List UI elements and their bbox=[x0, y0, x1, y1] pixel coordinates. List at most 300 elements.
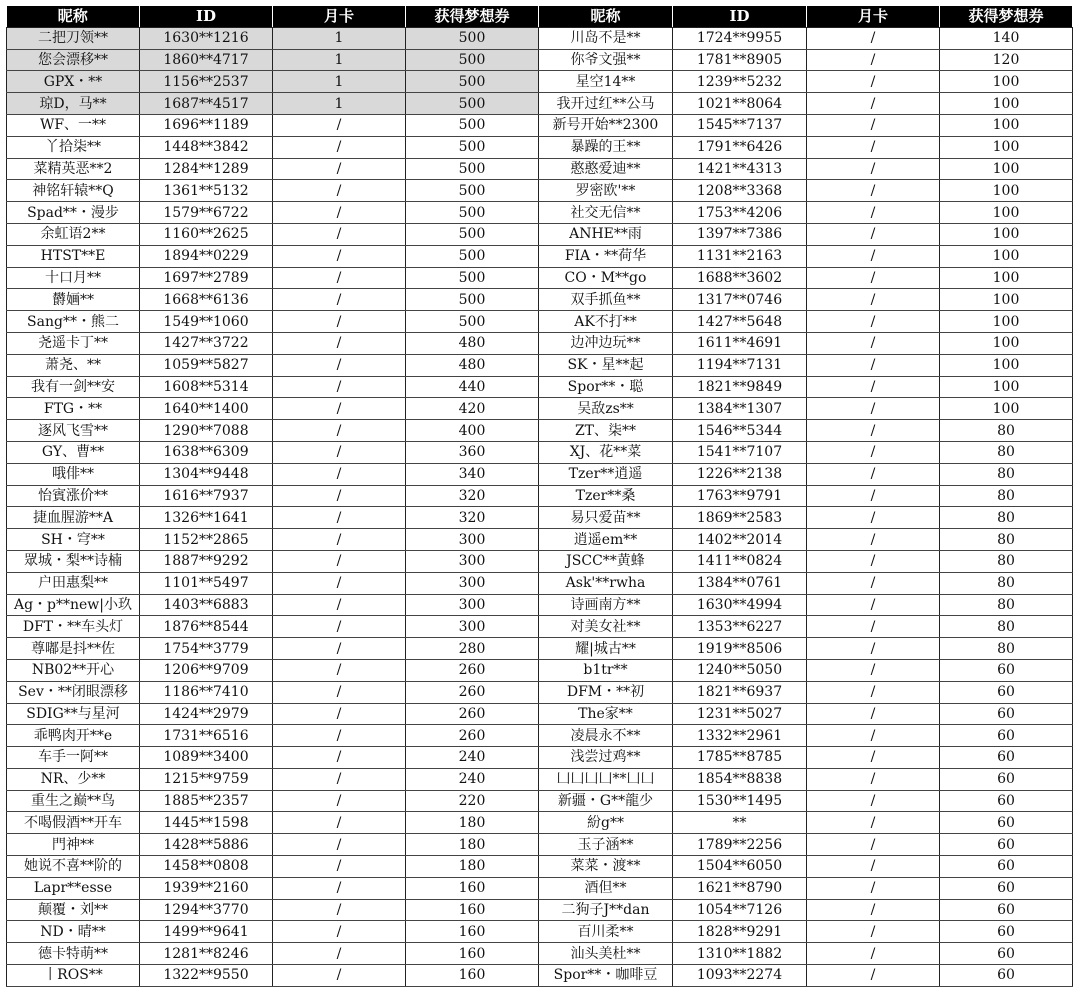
cell-monthly-card-left: / bbox=[273, 332, 406, 354]
table-row bbox=[7, 441, 1073, 463]
cell-dream-tickets-right: 80 bbox=[940, 441, 1073, 463]
cell-monthly-card-right: / bbox=[807, 965, 940, 987]
cell-dream-tickets-right: 100 bbox=[940, 223, 1073, 245]
cell-monthly-card-left: / bbox=[273, 703, 406, 725]
cell-id-left: 1403**6883 bbox=[140, 594, 273, 616]
cell-nickname-right: 双手抓鱼** bbox=[539, 289, 673, 311]
cell-id-right: 1541**7107 bbox=[673, 441, 807, 463]
cell-dream-tickets-left: 500 bbox=[406, 180, 539, 202]
cell-id-left: 1206**9709 bbox=[140, 659, 273, 681]
cell-nickname-left: 重生之巅**鸟 bbox=[7, 790, 140, 812]
cell-nickname-right: Spor**・咖啡豆 bbox=[539, 965, 673, 987]
cell-id-left: 1322**9550 bbox=[140, 965, 273, 987]
cell-id-left: 1281**8246 bbox=[140, 943, 273, 965]
cell-nickname-right: 菜菜・渡** bbox=[539, 856, 673, 878]
cell-monthly-card-left: / bbox=[273, 681, 406, 703]
cell-nickname-left: 乖鸭肉开**e bbox=[7, 725, 140, 747]
cell-monthly-card-left: / bbox=[273, 398, 406, 420]
cell-id-left: 1448**3842 bbox=[140, 136, 273, 158]
table-row bbox=[7, 768, 1073, 790]
cell-id-right: 1753**4206 bbox=[673, 202, 807, 224]
cell-id-left: 1687**4517 bbox=[140, 93, 273, 115]
cell-dream-tickets-left: 440 bbox=[406, 376, 539, 398]
cell-monthly-card-left: 1 bbox=[273, 49, 406, 71]
cell-dream-tickets-right: 80 bbox=[940, 572, 1073, 594]
cell-dream-tickets-left: 500 bbox=[406, 267, 539, 289]
cell-id-right: 1791**6426 bbox=[673, 136, 807, 158]
cell-dream-tickets-left: 500 bbox=[406, 202, 539, 224]
cell-nickname-left: DFT・**车头灯 bbox=[7, 616, 140, 638]
cell-id-left: 1731**6516 bbox=[140, 725, 273, 747]
cell-monthly-card-left: / bbox=[273, 572, 406, 594]
cell-dream-tickets-left: 500 bbox=[406, 136, 539, 158]
cell-dream-tickets-right: 120 bbox=[940, 49, 1073, 71]
table-row bbox=[7, 267, 1073, 289]
table-row bbox=[7, 398, 1073, 420]
table-row bbox=[7, 856, 1073, 878]
cell-nickname-left: 哦俳** bbox=[7, 463, 140, 485]
cell-id-right: 1093**2274 bbox=[673, 965, 807, 987]
cell-id-left: 1326**1641 bbox=[140, 507, 273, 529]
cell-nickname-right: 逍遥em** bbox=[539, 529, 673, 551]
cell-monthly-card-right: / bbox=[807, 463, 940, 485]
cell-dream-tickets-left: 240 bbox=[406, 747, 539, 769]
cell-dream-tickets-right: 60 bbox=[940, 921, 1073, 943]
cell-nickname-right: 我开过红**公马 bbox=[539, 93, 673, 115]
cell-monthly-card-right: / bbox=[807, 638, 940, 660]
table-row bbox=[7, 49, 1073, 71]
cell-monthly-card-left: 1 bbox=[273, 71, 406, 93]
cell-nickname-right: Tzer**逍遥 bbox=[539, 463, 673, 485]
cell-monthly-card-right: / bbox=[807, 529, 940, 551]
cell-dream-tickets-right: 60 bbox=[940, 768, 1073, 790]
cell-nickname-right: JSCC**黄蜂 bbox=[539, 550, 673, 572]
cell-dream-tickets-left: 300 bbox=[406, 529, 539, 551]
cell-nickname-right: 凵凵凵凵**凵凵 bbox=[539, 768, 673, 790]
cell-nickname-left: 十口月** bbox=[7, 267, 140, 289]
cell-dream-tickets-right: 100 bbox=[940, 114, 1073, 136]
cell-monthly-card-right: / bbox=[807, 768, 940, 790]
cell-monthly-card-left: / bbox=[273, 659, 406, 681]
cell-id-right: 1821**9849 bbox=[673, 376, 807, 398]
cell-dream-tickets-right: 60 bbox=[940, 659, 1073, 681]
cell-id-right: 1411**0824 bbox=[673, 550, 807, 572]
cell-monthly-card-left: / bbox=[273, 790, 406, 812]
cell-nickname-right: AK不打** bbox=[539, 311, 673, 333]
table-row bbox=[7, 223, 1073, 245]
cell-nickname-left: 萧尧、** bbox=[7, 354, 140, 376]
cell-dream-tickets-right: 100 bbox=[940, 202, 1073, 224]
cell-id-right: 1397**7386 bbox=[673, 223, 807, 245]
cell-nickname-left: HTST**E bbox=[7, 245, 140, 267]
cell-monthly-card-left: / bbox=[273, 856, 406, 878]
table-row bbox=[7, 747, 1073, 769]
cell-dream-tickets-right: 60 bbox=[940, 681, 1073, 703]
cell-id-left: 1160**2625 bbox=[140, 223, 273, 245]
cell-nickname-right: 玉子涵** bbox=[539, 834, 673, 856]
cell-id-left: 1549**1060 bbox=[140, 311, 273, 333]
cell-monthly-card-left: / bbox=[273, 877, 406, 899]
table-row bbox=[7, 507, 1073, 529]
cell-dream-tickets-left: 160 bbox=[406, 899, 539, 921]
cell-id-right: 1504**6050 bbox=[673, 856, 807, 878]
cell-id-right: 1021**8064 bbox=[673, 93, 807, 115]
cell-monthly-card-left: / bbox=[273, 485, 406, 507]
cell-monthly-card-left: 1 bbox=[273, 93, 406, 115]
cell-id-right: 1240**5050 bbox=[673, 659, 807, 681]
cell-id-left: 1608**5314 bbox=[140, 376, 273, 398]
cell-monthly-card-left: 1 bbox=[273, 27, 406, 49]
cell-dream-tickets-right: 100 bbox=[940, 354, 1073, 376]
cell-nickname-right: Ask'**rwha bbox=[539, 572, 673, 594]
cell-dream-tickets-right: 80 bbox=[940, 550, 1073, 572]
cell-dream-tickets-right: 100 bbox=[940, 289, 1073, 311]
cell-nickname-left: 欝婳** bbox=[7, 289, 140, 311]
cell-nickname-left: GY、曹** bbox=[7, 441, 140, 463]
cell-id-right: 1353**6227 bbox=[673, 616, 807, 638]
cell-dream-tickets-left: 500 bbox=[406, 49, 539, 71]
cell-id-right: 1546**5344 bbox=[673, 420, 807, 442]
cell-nickname-left: WF、一** bbox=[7, 114, 140, 136]
cell-nickname-right: 吴敌zs** bbox=[539, 398, 673, 420]
cell-dream-tickets-right: 60 bbox=[940, 725, 1073, 747]
table-row bbox=[7, 725, 1073, 747]
cell-monthly-card-right: / bbox=[807, 856, 940, 878]
cell-monthly-card-right: / bbox=[807, 943, 940, 965]
cell-monthly-card-right: / bbox=[807, 616, 940, 638]
table-row bbox=[7, 27, 1073, 49]
cell-nickname-right: ANHE**雨 bbox=[539, 223, 673, 245]
cell-monthly-card-right: / bbox=[807, 49, 940, 71]
cell-monthly-card-right: / bbox=[807, 376, 940, 398]
cell-dream-tickets-right: 80 bbox=[940, 507, 1073, 529]
cell-id-right: 1763**9791 bbox=[673, 485, 807, 507]
cell-nickname-left: 丨ROS** bbox=[7, 965, 140, 987]
cell-nickname-right: 耀|城古** bbox=[539, 638, 673, 660]
table-row bbox=[7, 877, 1073, 899]
cell-monthly-card-left: / bbox=[273, 812, 406, 834]
cell-dream-tickets-left: 500 bbox=[406, 93, 539, 115]
cell-nickname-right: 憨憨爱迪** bbox=[539, 158, 673, 180]
cell-dream-tickets-left: 500 bbox=[406, 311, 539, 333]
cell-id-right: 1785**8785 bbox=[673, 747, 807, 769]
cell-dream-tickets-left: 400 bbox=[406, 420, 539, 442]
cell-dream-tickets-right: 100 bbox=[940, 136, 1073, 158]
cell-monthly-card-left: / bbox=[273, 180, 406, 202]
cell-id-left: 1696**1189 bbox=[140, 114, 273, 136]
cell-monthly-card-right: / bbox=[807, 921, 940, 943]
cell-id-right: 1226**2138 bbox=[673, 463, 807, 485]
cell-id-left: 1668**6136 bbox=[140, 289, 273, 311]
cell-monthly-card-right: / bbox=[807, 899, 940, 921]
cell-id-right: 1054**7126 bbox=[673, 899, 807, 921]
cell-id-right: 1724**9955 bbox=[673, 27, 807, 49]
table-row bbox=[7, 834, 1073, 856]
cell-nickname-right: 浅尝过鸡** bbox=[539, 747, 673, 769]
cell-id-right: 1854**8838 bbox=[673, 768, 807, 790]
cell-id-right: 1611**4691 bbox=[673, 332, 807, 354]
cell-monthly-card-left: / bbox=[273, 267, 406, 289]
cell-monthly-card-left: / bbox=[273, 420, 406, 442]
table-row bbox=[7, 550, 1073, 572]
cell-id-left: 1304**9448 bbox=[140, 463, 273, 485]
cell-monthly-card-left: / bbox=[273, 354, 406, 376]
cell-id-right: 1545**7137 bbox=[673, 114, 807, 136]
cell-dream-tickets-left: 360 bbox=[406, 441, 539, 463]
cell-nickname-right: 易只爱苗** bbox=[539, 507, 673, 529]
cell-nickname-left: Sang**・熊二 bbox=[7, 311, 140, 333]
cell-dream-tickets-right: 60 bbox=[940, 856, 1073, 878]
cell-dream-tickets-right: 60 bbox=[940, 790, 1073, 812]
cell-nickname-left: SH・穹** bbox=[7, 529, 140, 551]
cell-id-left: 1089**3400 bbox=[140, 747, 273, 769]
cell-nickname-left: 門神** bbox=[7, 834, 140, 856]
cell-nickname-right: 你爷文强** bbox=[539, 49, 673, 71]
cell-dream-tickets-right: 100 bbox=[940, 93, 1073, 115]
cell-monthly-card-right: / bbox=[807, 812, 940, 834]
cell-dream-tickets-left: 260 bbox=[406, 659, 539, 681]
cell-id-right: 1781**8905 bbox=[673, 49, 807, 71]
cell-monthly-card-left: / bbox=[273, 158, 406, 180]
cell-nickname-right: 酒但** bbox=[539, 877, 673, 899]
cell-dream-tickets-right: 100 bbox=[940, 71, 1073, 93]
cell-dream-tickets-left: 160 bbox=[406, 877, 539, 899]
cell-nickname-right: XJ、花**菜 bbox=[539, 441, 673, 463]
cell-dream-tickets-right: 60 bbox=[940, 943, 1073, 965]
cell-monthly-card-left: / bbox=[273, 202, 406, 224]
table-row bbox=[7, 332, 1073, 354]
cell-dream-tickets-right: 60 bbox=[940, 899, 1073, 921]
cell-id-left: 1186**7410 bbox=[140, 681, 273, 703]
table-row bbox=[7, 311, 1073, 333]
cell-monthly-card-left: / bbox=[273, 311, 406, 333]
cell-id-left: 1638**6309 bbox=[140, 441, 273, 463]
cell-id-right: 1688**3602 bbox=[673, 267, 807, 289]
cell-monthly-card-right: / bbox=[807, 93, 940, 115]
cell-id-right: 1239**5232 bbox=[673, 71, 807, 93]
cell-nickname-right: SK・星**起 bbox=[539, 354, 673, 376]
cell-id-left: 1294**3770 bbox=[140, 899, 273, 921]
table-row bbox=[7, 790, 1073, 812]
table-row bbox=[7, 485, 1073, 507]
cell-nickname-left: 眾城・梨**诗楠 bbox=[7, 550, 140, 572]
cell-nickname-right: 紛g** bbox=[539, 812, 673, 834]
cell-monthly-card-right: / bbox=[807, 659, 940, 681]
cell-nickname-left: NB02**开心 bbox=[7, 659, 140, 681]
cell-dream-tickets-left: 500 bbox=[406, 114, 539, 136]
cell-dream-tickets-left: 180 bbox=[406, 856, 539, 878]
cell-dream-tickets-left: 500 bbox=[406, 245, 539, 267]
table-row bbox=[7, 703, 1073, 725]
cell-monthly-card-right: / bbox=[807, 572, 940, 594]
table-row bbox=[7, 681, 1073, 703]
cell-nickname-right: 暴躁的王** bbox=[539, 136, 673, 158]
cell-nickname-right: DFM・**初 bbox=[539, 681, 673, 703]
cell-dream-tickets-left: 220 bbox=[406, 790, 539, 812]
table-row bbox=[7, 594, 1073, 616]
cell-dream-tickets-right: 100 bbox=[940, 267, 1073, 289]
cell-dream-tickets-left: 300 bbox=[406, 550, 539, 572]
cell-id-left: 1579**6722 bbox=[140, 202, 273, 224]
cell-id-left: 1860**4717 bbox=[140, 49, 273, 71]
cell-id-left: 1499**9641 bbox=[140, 921, 273, 943]
cell-monthly-card-right: / bbox=[807, 158, 940, 180]
cell-monthly-card-right: / bbox=[807, 834, 940, 856]
cell-nickname-right: 社交无信** bbox=[539, 202, 673, 224]
cell-monthly-card-right: / bbox=[807, 202, 940, 224]
cell-nickname-left: 菜精英恶**2 bbox=[7, 158, 140, 180]
cell-id-left: 1284**1289 bbox=[140, 158, 273, 180]
cell-nickname-right: 二狗子J**dan bbox=[539, 899, 673, 921]
cell-monthly-card-left: / bbox=[273, 638, 406, 660]
cell-dream-tickets-left: 260 bbox=[406, 681, 539, 703]
table-row bbox=[7, 202, 1073, 224]
cell-monthly-card-right: / bbox=[807, 27, 940, 49]
cell-monthly-card-left: / bbox=[273, 616, 406, 638]
cell-dream-tickets-left: 480 bbox=[406, 332, 539, 354]
cell-monthly-card-right: / bbox=[807, 332, 940, 354]
cell-dream-tickets-right: 60 bbox=[940, 703, 1073, 725]
cell-nickname-left: 不喝假酒**开车 bbox=[7, 812, 140, 834]
cell-id-left: 1427**3722 bbox=[140, 332, 273, 354]
cell-nickname-left: 德卡特萌** bbox=[7, 943, 140, 965]
cell-nickname-right: Tzer**桑 bbox=[539, 485, 673, 507]
cell-nickname-left: 颠覆・刘** bbox=[7, 899, 140, 921]
table-body bbox=[7, 27, 1073, 986]
cell-nickname-left: Sev・**闭眼漂移 bbox=[7, 681, 140, 703]
cell-monthly-card-right: / bbox=[807, 485, 940, 507]
table-row bbox=[7, 943, 1073, 965]
cell-nickname-right: 罗密欧'** bbox=[539, 180, 673, 202]
cell-monthly-card-left: / bbox=[273, 529, 406, 551]
table-row bbox=[7, 71, 1073, 93]
cell-dream-tickets-right: 100 bbox=[940, 180, 1073, 202]
header-monthly-card-left: 月卡 bbox=[273, 6, 406, 27]
table-row bbox=[7, 158, 1073, 180]
cell-id-left: 1894**0229 bbox=[140, 245, 273, 267]
cell-id-left: 1059**5827 bbox=[140, 354, 273, 376]
cell-dream-tickets-left: 320 bbox=[406, 485, 539, 507]
header-dream-tickets-right: 获得梦想券 bbox=[940, 6, 1073, 27]
cell-monthly-card-right: / bbox=[807, 398, 940, 420]
cell-dream-tickets-left: 260 bbox=[406, 703, 539, 725]
cell-nickname-left: 余虹语2** bbox=[7, 223, 140, 245]
cell-monthly-card-right: / bbox=[807, 747, 940, 769]
cell-id-right: 1194**7131 bbox=[673, 354, 807, 376]
cell-nickname-right: 新疆・G**龍少 bbox=[539, 790, 673, 812]
cell-monthly-card-left: / bbox=[273, 376, 406, 398]
cell-id-right: 1310**1882 bbox=[673, 943, 807, 965]
cell-dream-tickets-left: 260 bbox=[406, 725, 539, 747]
cell-id-left: 1458**0808 bbox=[140, 856, 273, 878]
cell-dream-tickets-right: 100 bbox=[940, 158, 1073, 180]
cell-dream-tickets-right: 60 bbox=[940, 965, 1073, 987]
cell-dream-tickets-right: 60 bbox=[940, 877, 1073, 899]
cell-id-right: 1530**1495 bbox=[673, 790, 807, 812]
table-row bbox=[7, 136, 1073, 158]
cell-monthly-card-right: / bbox=[807, 420, 940, 442]
cell-monthly-card-right: / bbox=[807, 594, 940, 616]
table-row bbox=[7, 812, 1073, 834]
cell-nickname-right: 新号开始**2300 bbox=[539, 114, 673, 136]
table-row bbox=[7, 354, 1073, 376]
cell-dream-tickets-right: 140 bbox=[940, 27, 1073, 49]
cell-dream-tickets-left: 160 bbox=[406, 965, 539, 987]
cell-nickname-left: 尊嘟是抖**佐 bbox=[7, 638, 140, 660]
cell-monthly-card-left: / bbox=[273, 245, 406, 267]
cell-monthly-card-left: / bbox=[273, 899, 406, 921]
cell-monthly-card-right: / bbox=[807, 180, 940, 202]
cell-id-right: 1427**5648 bbox=[673, 311, 807, 333]
cell-monthly-card-left: / bbox=[273, 507, 406, 529]
cell-dream-tickets-left: 180 bbox=[406, 834, 539, 856]
cell-monthly-card-left: / bbox=[273, 550, 406, 572]
cell-id-left: 1876**8544 bbox=[140, 616, 273, 638]
cell-id-right: 1131**2163 bbox=[673, 245, 807, 267]
cell-monthly-card-right: / bbox=[807, 441, 940, 463]
cell-monthly-card-left: / bbox=[273, 114, 406, 136]
cell-dream-tickets-left: 320 bbox=[406, 507, 539, 529]
cell-id-left: 1630**1216 bbox=[140, 27, 273, 49]
table-row bbox=[7, 180, 1073, 202]
cell-dream-tickets-left: 500 bbox=[406, 289, 539, 311]
cell-dream-tickets-right: 80 bbox=[940, 485, 1073, 507]
table-row bbox=[7, 463, 1073, 485]
cell-dream-tickets-left: 300 bbox=[406, 594, 539, 616]
header-nickname-left: 昵称 bbox=[7, 6, 140, 27]
cell-nickname-left: 琼D，马** bbox=[7, 93, 140, 115]
cell-nickname-left: 丫拾柒** bbox=[7, 136, 140, 158]
table-row bbox=[7, 420, 1073, 442]
cell-dream-tickets-right: 100 bbox=[940, 245, 1073, 267]
cell-dream-tickets-left: 160 bbox=[406, 921, 539, 943]
cell-monthly-card-right: / bbox=[807, 245, 940, 267]
cell-id-left: 1290**7088 bbox=[140, 420, 273, 442]
cell-dream-tickets-left: 500 bbox=[406, 27, 539, 49]
cell-dream-tickets-left: 240 bbox=[406, 768, 539, 790]
cell-id-left: 1885**2357 bbox=[140, 790, 273, 812]
cell-id-right: 1384**0761 bbox=[673, 572, 807, 594]
cell-dream-tickets-right: 100 bbox=[940, 311, 1073, 333]
cell-id-right: 1869**2583 bbox=[673, 507, 807, 529]
cell-nickname-right: 边冲边玩** bbox=[539, 332, 673, 354]
header-monthly-card-right: 月卡 bbox=[807, 6, 940, 27]
cell-id-right: 1621**8790 bbox=[673, 877, 807, 899]
cell-monthly-card-right: / bbox=[807, 71, 940, 93]
cell-dream-tickets-right: 60 bbox=[940, 834, 1073, 856]
cell-monthly-card-right: / bbox=[807, 790, 940, 812]
cell-nickname-left: 她说不喜**阶的 bbox=[7, 856, 140, 878]
cell-nickname-left: SDIG**与星河 bbox=[7, 703, 140, 725]
cell-nickname-right: 汕头美杜** bbox=[539, 943, 673, 965]
cell-nickname-right: FIA・**荷华 bbox=[539, 245, 673, 267]
cell-monthly-card-left: / bbox=[273, 834, 406, 856]
table-row bbox=[7, 899, 1073, 921]
table-row bbox=[7, 529, 1073, 551]
cell-id-left: 1754**3779 bbox=[140, 638, 273, 660]
cell-id-right: 1317**0746 bbox=[673, 289, 807, 311]
cell-nickname-left: NR、少** bbox=[7, 768, 140, 790]
cell-id-right: 1231**5027 bbox=[673, 703, 807, 725]
table-row bbox=[7, 376, 1073, 398]
header-row bbox=[7, 6, 1073, 27]
cell-monthly-card-left: / bbox=[273, 768, 406, 790]
cell-nickname-left: Spad**・漫步 bbox=[7, 202, 140, 224]
cell-monthly-card-right: / bbox=[807, 267, 940, 289]
cell-id-left: 1640**1400 bbox=[140, 398, 273, 420]
cell-monthly-card-right: / bbox=[807, 725, 940, 747]
cell-id-left: 1361**5132 bbox=[140, 180, 273, 202]
